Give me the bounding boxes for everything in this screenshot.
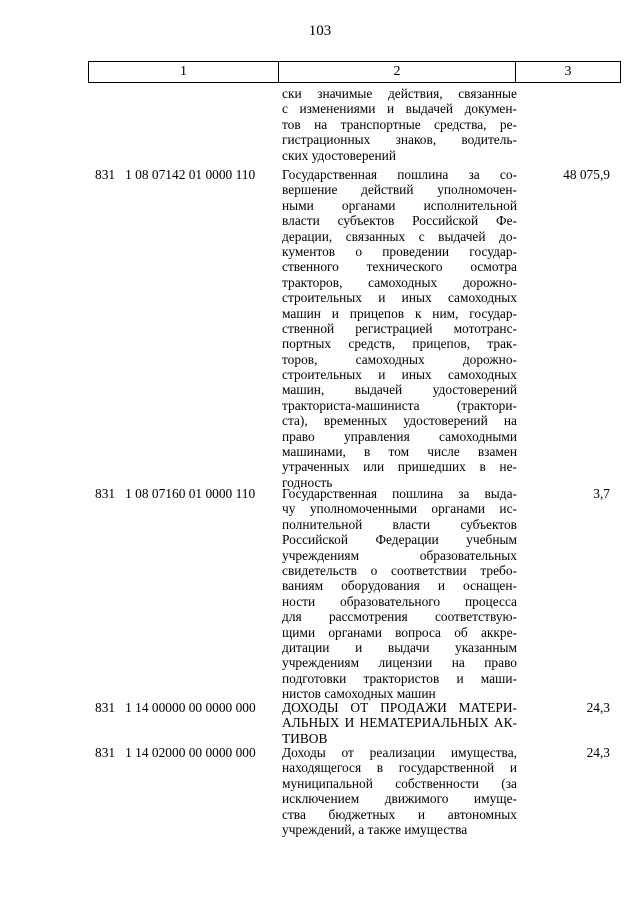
- description-line: Государственная пошлина за выда-: [282, 486, 517, 501]
- amount-value: 48 075,9: [563, 167, 610, 182]
- description-line: тов на транспортные средства, ре-: [282, 116, 517, 132]
- description-line: вершение действий уполномочен-: [282, 182, 517, 198]
- amount-value: 24,3: [586, 745, 610, 760]
- description-line: ста), временных удостоверений на: [282, 413, 517, 429]
- income-description: [282, 86, 517, 163]
- description-line: щими органами вопроса об аккре-: [282, 624, 517, 640]
- description-line: машинами, в том числе взамен: [282, 444, 517, 460]
- description-line: исключением движимого имуще-: [282, 791, 517, 807]
- header-col-3: 3: [564, 64, 572, 79]
- description-line: право управления самоходными: [282, 428, 517, 444]
- description-line: ски значимые действия, связанные: [282, 86, 517, 101]
- description-line: строительных и иных самоходных: [282, 367, 517, 383]
- description-line: Государственная пошлина за со-: [282, 167, 517, 182]
- description-line: кументов о проведении государ-: [282, 243, 517, 259]
- description-line: торов, самоходных дорожно-: [282, 351, 517, 367]
- description-line: ТИВОВ: [282, 730, 328, 746]
- description-line: ДОХОДЫ ОТ ПРОДАЖИ МАТЕРИ-: [282, 700, 517, 715]
- income-description: [282, 745, 517, 837]
- budget-code: 831 1 14 00000 00 0000 000: [95, 700, 256, 715]
- description-line: машин, выдачей удостоверений: [282, 382, 517, 398]
- description-line: тракториста-машиниста (трактори-: [282, 397, 517, 413]
- description-line: Доходы от реализации имущества,: [282, 745, 517, 760]
- budget-code: 831 1 14 02000 00 0000 000: [95, 745, 256, 760]
- description-line: для рассмотрения соответствую-: [282, 609, 517, 625]
- description-line: учреждениям образовательных: [282, 547, 517, 563]
- description-line: находящегося в государственной и: [282, 760, 517, 776]
- table-header: [88, 61, 621, 83]
- description-line: учреждений, а также имущества: [282, 821, 468, 837]
- description-line: гистрационных знаков, водитель-: [282, 132, 517, 148]
- amount-value: 3,7: [593, 486, 610, 501]
- description-line: машин и прицепов к ним, государ-: [282, 305, 517, 321]
- description-line: ности образовательного процесса: [282, 593, 517, 609]
- description-line: ства бюджетных и автономных: [282, 806, 517, 822]
- header-col-2: 2: [279, 62, 516, 82]
- description-line: ваниям оборудования и оснащен-: [282, 578, 517, 594]
- income-description: [282, 486, 517, 701]
- budget-code: 831 1 08 07142 01 0000 110: [95, 167, 256, 182]
- description-line: муниципальной собственности (за: [282, 775, 517, 791]
- description-line: полнительной власти субъектов: [282, 516, 517, 532]
- description-line: с изменениями и выдачей докумен-: [282, 101, 517, 117]
- description-line: свидетельств о соответствии требо-: [282, 562, 517, 578]
- description-line: дерации, связанных с выдачей до-: [282, 228, 517, 244]
- description-line: власти субъектов Российской Фе-: [282, 213, 517, 229]
- income-description: [282, 167, 517, 490]
- description-line: годность: [282, 474, 333, 490]
- description-line: ными органами исполнительной: [282, 197, 517, 213]
- description-line: тракторов, самоходных дорожно-: [282, 274, 517, 290]
- description-line: портных средств, прицепов, трак-: [282, 336, 517, 352]
- description-line: ских удостоверений: [282, 147, 396, 163]
- description-line: утраченных или пришедших в не-: [282, 459, 517, 475]
- description-line: ственного технического осмотра: [282, 259, 517, 275]
- description-line: дитации и выдачи указанным: [282, 639, 517, 655]
- amount-value: 24,3: [586, 700, 610, 715]
- description-line: Российской Федерации учебным: [282, 532, 517, 548]
- description-line: строительных и иных самоходных: [282, 290, 517, 306]
- description-line: нистов самоходных машин: [282, 686, 436, 702]
- description-line: АЛЬНЫХ И НЕМАТЕРИАЛЬНЫХ АК-: [282, 715, 517, 731]
- description-line: ственной регистрацией мототранс-: [282, 320, 517, 336]
- page-number: 103: [308, 23, 332, 39]
- budget-code: 831 1 08 07160 01 0000 110: [95, 486, 256, 501]
- header-col-1: 1: [89, 62, 279, 82]
- income-description: [282, 700, 517, 746]
- description-line: чу уполномоченными органами ис-: [282, 501, 517, 517]
- description-line: учреждениям лицензии на право: [282, 655, 517, 671]
- description-line: подготовки трактористов и маши-: [282, 670, 517, 686]
